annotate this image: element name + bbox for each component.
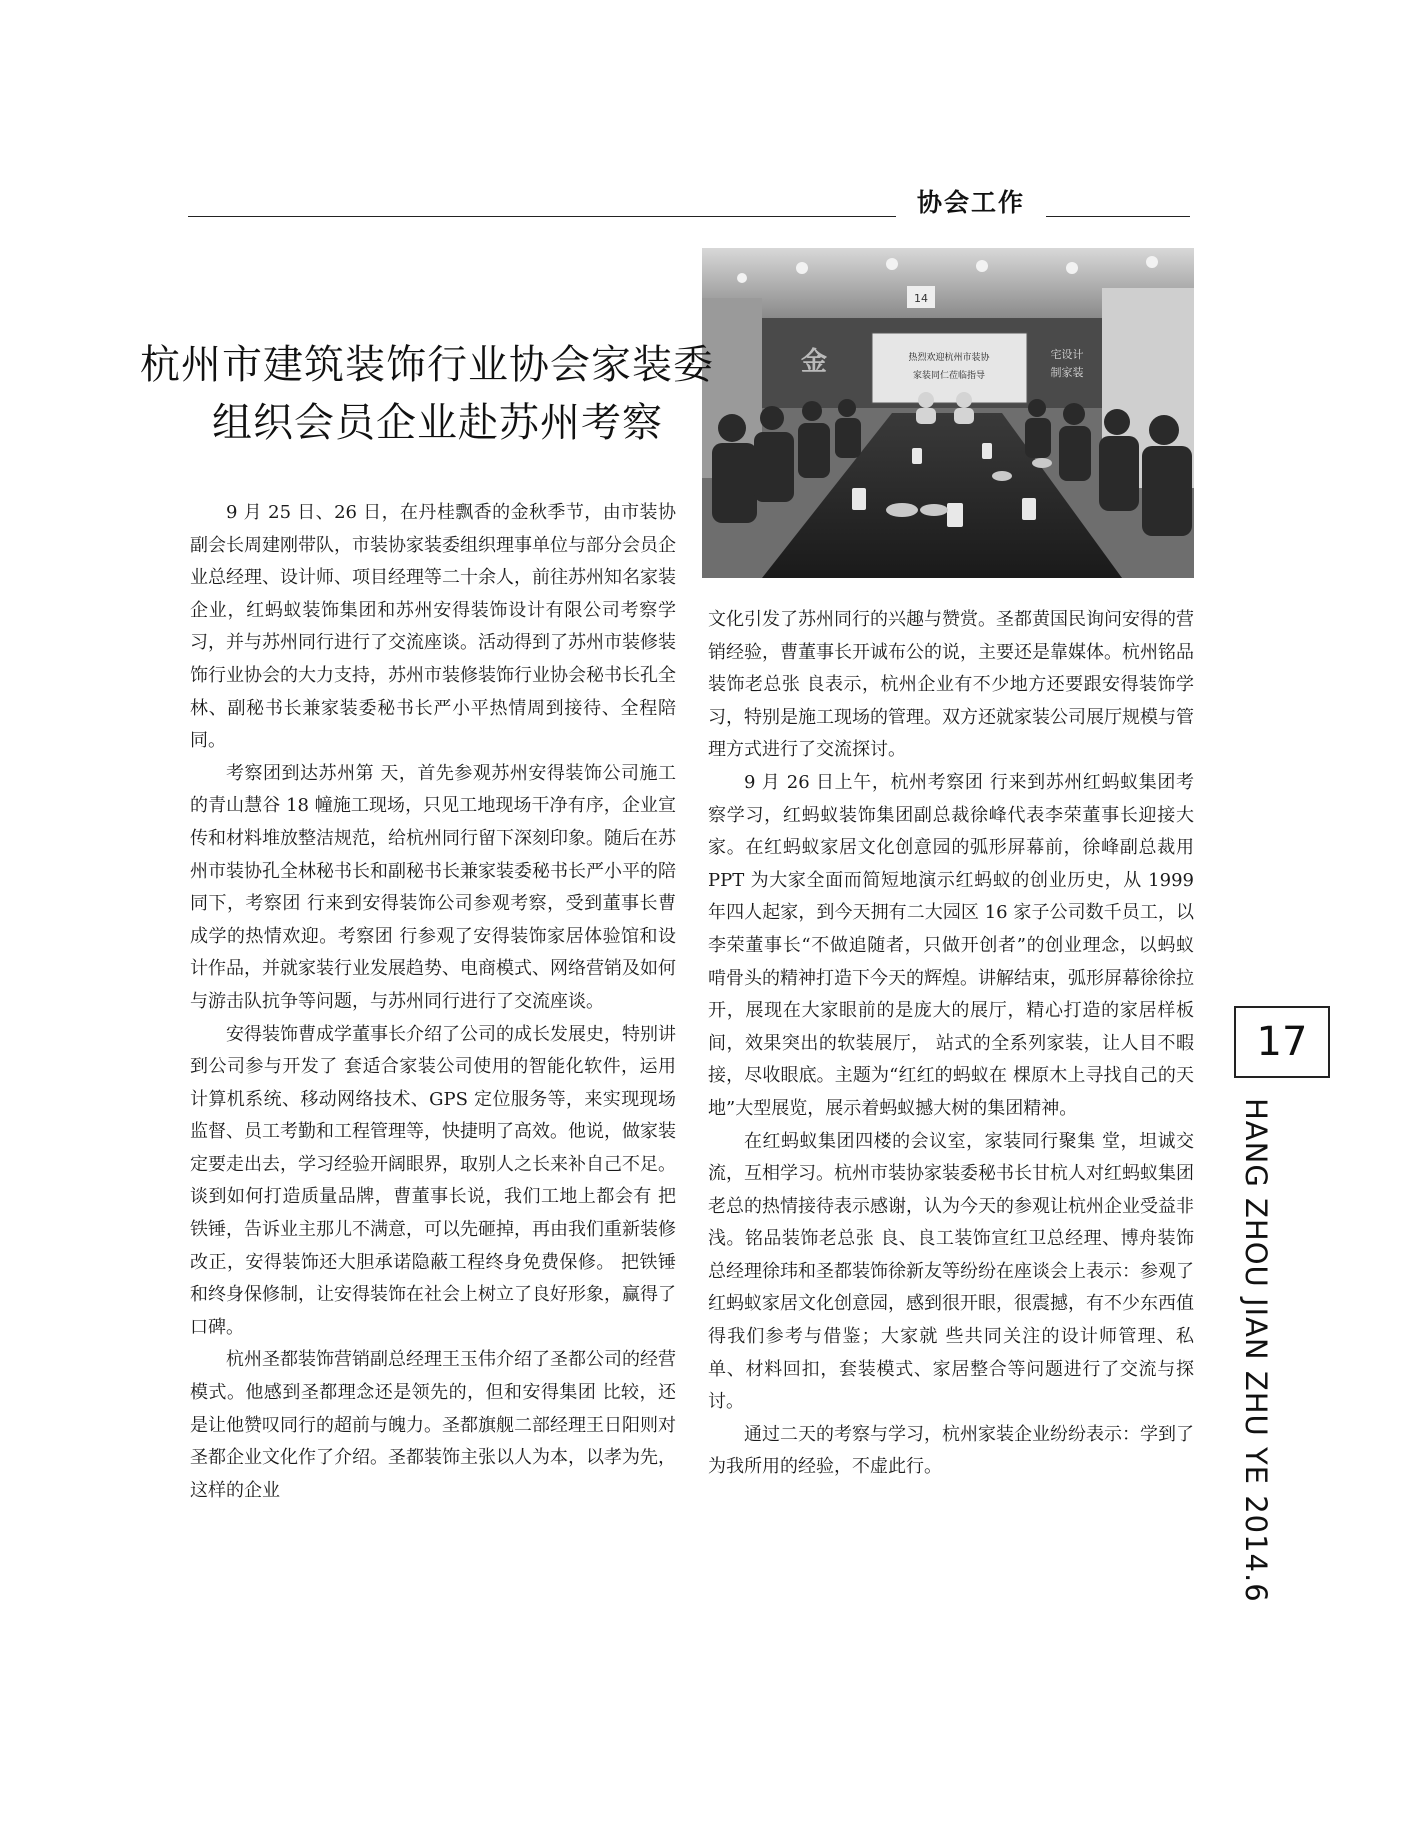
banner-line-2: 家装同仁莅临指导 bbox=[912, 371, 986, 381]
article-title-line-2: 组织会员企业赴苏州考察 bbox=[212, 400, 663, 446]
banner-line-1: 热烈欢迎杭州市装协 bbox=[908, 353, 990, 363]
header-rule-right bbox=[1046, 216, 1190, 217]
section-label: 协会工作 bbox=[916, 188, 1025, 217]
left-column bbox=[190, 497, 676, 1507]
header-rule-left bbox=[188, 216, 896, 217]
journal-name: HANG ZHOU JIAN ZHU YE 2014.6 bbox=[1239, 1098, 1273, 1603]
article-title bbox=[140, 336, 780, 452]
poster-text: 14 bbox=[914, 292, 928, 305]
paragraph-continued: 文化引发了苏州同行的兴趣与赞赏。圣都黄国民询问安得的营销经验，曹董事长开诚布公的说，主要还是靠媒体。杭州铭品装饰老总张 良表示，杭州企业有不少地方还要跟安得装饰学习，特别是施工现场的管理。双方还就家装公司展厅规模与管理方式进行了交流探讨。 bbox=[708, 609, 1194, 761]
wall-text-right-1: 宅设计 bbox=[1050, 348, 1084, 361]
article-title-line-1: 杭州市建筑装饰行业协会家装委 bbox=[140, 342, 714, 388]
paragraph: 9 月 26 日上午，杭州考察团 行来到苏州红蚂蚁集团考察学习，红蚂蚁装饰集团副总裁徐峰代表李荣董事长迎接大家。在红蚂蚁家居文化创意园的弧形屏幕前，徐峰副总裁用 PPT 为大家全面而简短地演示红蚂蚁的创业历史，从 1999 年四人起家，到今天拥有二大园区 16 家子公司数千员工，以李荣董事长“不做追随者，只做开创者”的创业理念，以蚂蚁啃骨头的精神打造下今天的辉煌。讲解结束，弧形屏幕徐徐拉开，展现在大家眼前的是庞大的展厅，精心打造的家居样板间，效果突出的软装展厅， 站式的全系列家装，让人目不暇接，尽收眼底。主题为“红红的蚂蚁在 棵原木上寻找自己的天地”大型展览，展示着蚂蚁撼大树的集团精神。 bbox=[708, 771, 1194, 1119]
wall-text-right-2: 制家装 bbox=[1050, 366, 1084, 379]
paragraph: 通过二天的考察与学习，杭州家装企业纷纷表示：学到了为我所用的经验，不虚此行。 bbox=[708, 1423, 1194, 1478]
paragraph: 杭州圣都装饰营销副总经理王玉伟介绍了圣都公司的经营模式。他感到圣都理念还是领先的，但和安得集团 比较，还是让他赞叹同行的超前与魄力。圣都旗舰二部经理王日阳则对圣都企业文化作了介绍。圣都装饰主张以人为本，以孝为先，这样的企业 bbox=[190, 1349, 676, 1501]
paragraph: 安得装饰曹成学董事长介绍了公司的成长发展史，特别讲到公司参与开发了 套适合家装公司使用的智能化软件，运用计算机系统、移动网络技术、GPS 定位服务等，来实现现场监督、员工考勤和工程管理等，快捷明了高效。他说，做家装 定要走出去，学习经验开阔眼界，取别人之长来补自己不足。谈到如何打造质量品牌，曹董事长说，我们工地上都会有 把铁锤，告诉业主那儿不满意，可以先砸掉，再由我们重新装修改正，安得装饰还大胆承诺隐蔽工程终身免费保修。 把铁锤和终身保修制，让安得装饰在社会上树立了良好形象，赢得了口碑。 bbox=[190, 1023, 676, 1338]
right-column bbox=[708, 604, 1194, 1484]
paragraph: 在红蚂蚁集团四楼的会议室，家装同行聚集 堂，坦诚交流，互相学习。杭州市装协家装委秘书长甘杭人对红蚂蚁集团老总的热情接待表示感谢，认为今天的参观让杭州企业受益非浅。铭品装饰老总张 良、良工装饰宣红卫总经理、博舟装饰总经理徐玮和圣都装饰徐新友等纷纷在座谈会上表示：参观了红蚂蚁家居文化创意园，感到很开眼，很震撼，有不少东西值得我们参考与借鉴；大家就 些共同关注的设计师管理、私单、材料回扣，套装模式、家居整合等问题进行了交流与探讨。 bbox=[708, 1130, 1194, 1413]
wall-text-left: 金 bbox=[800, 347, 828, 377]
page-number: 17 bbox=[1234, 1006, 1330, 1078]
paragraph: 考察团到达苏州第 天，首先参观苏州安得装饰公司施工的青山慧谷 18 幢施工现场，只见工地现场干净有序，企业宣传和材料堆放整洁规范，给杭州同行留下深刻印象。随后在苏州市装协孔全林秘书长和副秘书长兼家装委秘书长严小平的陪同下，考察团 行来到安得装饰公司参观考察，受到董事长曹成学的热情欢迎。考察团 行参观了安得装饰家居体验馆和设计作品，并就家装行业发展趋势、电商模式、网络营销及如何与游击队抗争等问题，与苏州同行进行了交流座谈。 bbox=[190, 762, 676, 1012]
paragraph: 9 月 25 日、26 日，在丹桂飘香的金秋季节，由市装协副会长周建刚带队，市装协家装委组织理事单位与部分会员企业总经理、设计师、项目经理等二十余人，前往苏州知名家装企业，红蚂蚁装饰集团和苏州安得装饰设计有限公司考察学习，并与苏州同行进行了交流座谈。活动得到了苏州市装修装饰行业协会的大力支持，苏州市装修装饰行业协会秘书长孔全林、副秘书长兼家装委秘书长严小平热情周到接待、全程陪同。 bbox=[190, 502, 676, 752]
journal-sidebar bbox=[1233, 1098, 1273, 1658]
